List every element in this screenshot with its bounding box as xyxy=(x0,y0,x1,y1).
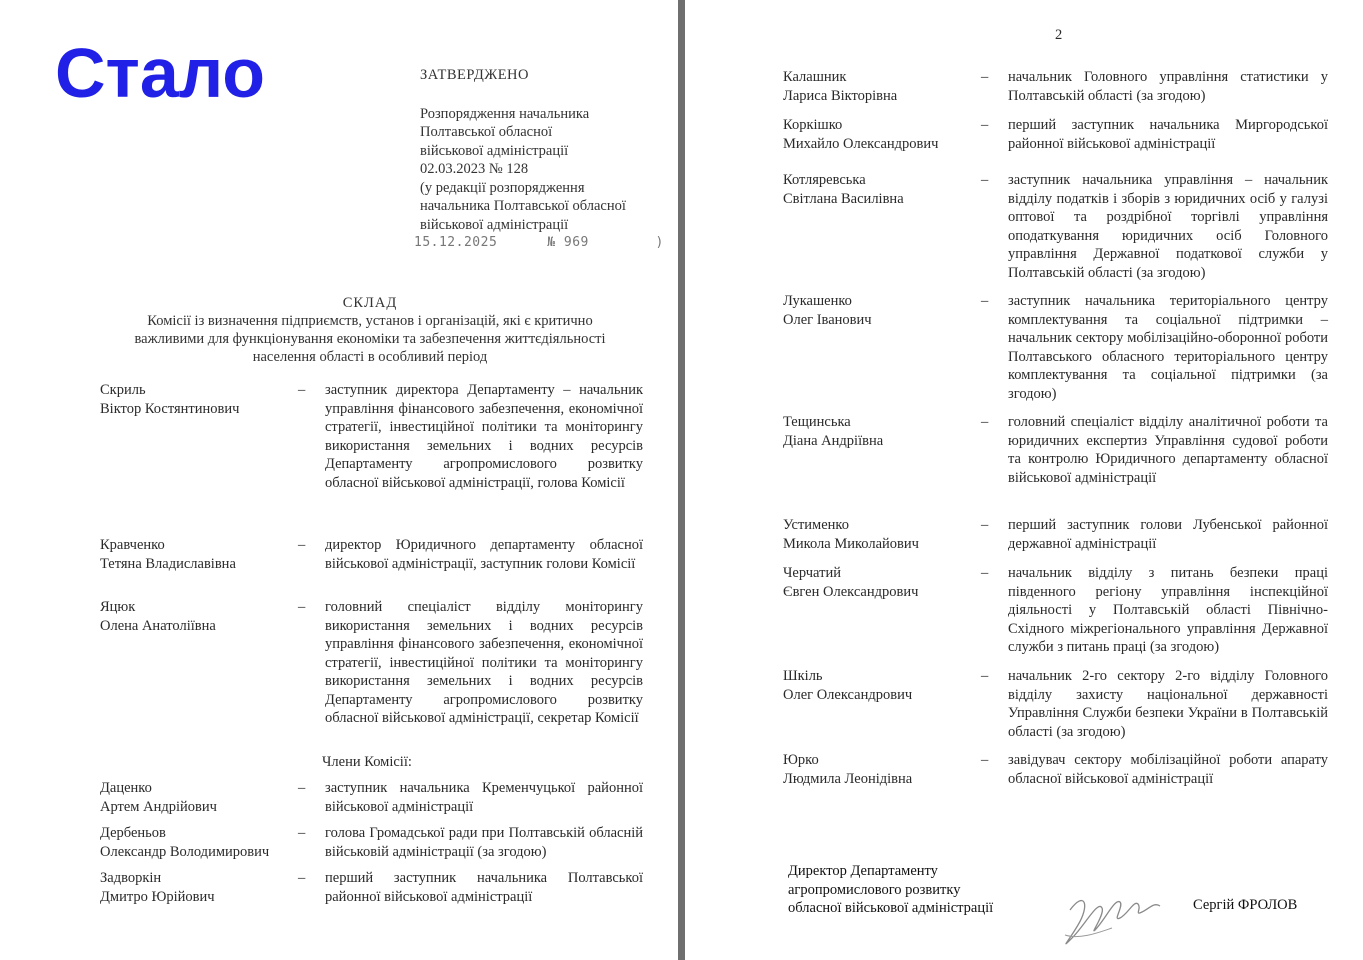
member-position: заступник начальника управління – начальник відділу податків і зборів з юридичних осіб у галузі оптової та роздрібної торгівлі управління оподаткування юридичних осіб Головного управління Державної податкової служби у Полтавській області (за згодою) xyxy=(1008,172,1328,281)
member-name xyxy=(783,171,904,208)
signature-title-block xyxy=(788,862,993,918)
member-given-name: Людмила Леонідівна xyxy=(783,770,913,787)
member-surname: Кравченко xyxy=(100,537,165,553)
member-position: начальник 2-го сектору 2-го відділу Головного відділу захисту національної державності Управління Служби безпеки України в Полтавській області (за згодою) xyxy=(1008,668,1328,740)
member-name xyxy=(783,68,897,105)
member-position: заступник директора Департаменту – начальник управління фінансового забезпечення, економічної стратегії, інвестиційної політики та моніторингу використання земельних і водних ресурсів Департаменту агропромислового розвитку обласної військової адміністрації, голова Комісії xyxy=(325,382,643,491)
member-dash: – xyxy=(298,825,306,841)
member-dash: – xyxy=(981,668,989,684)
member-position: перший заступник начальника Миргородської районної військової адміністрації xyxy=(1008,117,1328,152)
member-name xyxy=(783,116,938,153)
member-given-name: Олександр Володимирович xyxy=(100,843,270,860)
member-name xyxy=(783,751,912,788)
document-page-2 xyxy=(685,0,1363,960)
member-surname: Котляревська xyxy=(783,172,866,188)
approval-line: військової адміністрації xyxy=(420,216,569,233)
member-name xyxy=(100,779,217,816)
member-name xyxy=(783,516,919,553)
member-surname: Юрко xyxy=(783,752,819,768)
revision-number: № 969 xyxy=(547,235,589,250)
member-position: начальник Головного управління статистики у Полтавській області (за згодою) xyxy=(1008,69,1328,104)
member-dash: – xyxy=(298,382,306,398)
member-position: головний спеціаліст відділу аналітичної роботи та юридичних експертиз Управління судової роботи та контролю Юридичного департаменту обласної військової адміністрації xyxy=(1008,414,1328,486)
revision-line xyxy=(414,234,664,253)
revision-date: 15.12.2025 xyxy=(414,235,498,250)
member-surname: Шкіль xyxy=(783,668,823,684)
member-name xyxy=(783,564,918,601)
signature-title-line: обласної військової адміністрації xyxy=(788,900,994,916)
member-position: головний спеціаліст відділу моніторингу використання земельних і водних ресурсів управління фінансового забезпечення, економічної стратегії, інвестиційної політики та моніторингу використання земельних і водних ресурсів Департаменту агропромислового розвитку обласної військової адміністрації, секретар Комісії xyxy=(325,599,643,726)
member-given-name: Діана Андріївна xyxy=(783,432,884,449)
member-name xyxy=(783,292,872,329)
title-line: населення області в особливий період xyxy=(252,349,488,365)
member-dash: – xyxy=(981,752,989,768)
member-given-name: Лариса Вікторівна xyxy=(783,87,898,104)
stamp-label: Стало xyxy=(55,34,266,112)
revision-close: ) xyxy=(655,235,664,250)
member-given-name: Олег Олександрович xyxy=(783,686,913,703)
member-name xyxy=(100,381,239,418)
title-heading: СКЛАД xyxy=(342,295,398,311)
approval-line: військової адміністрації xyxy=(420,142,569,159)
member-dash: – xyxy=(298,537,306,553)
member-position: заступник начальника територіального центру комплектування та соціальної підтримки – начальник сектору мобілізаційно-оборонної роботи Полтавського обласного територіального центру комплектування та соціальної підтримки (за згодою) xyxy=(1008,293,1328,402)
approval-line: Полтавської обласної xyxy=(420,124,553,140)
members-heading: Члени Комісії: xyxy=(322,754,412,770)
member-given-name: Артем Андрійович xyxy=(100,798,217,815)
member-surname: Даценко xyxy=(100,780,152,796)
signature-title-line: агропромислового розвитку xyxy=(788,881,961,898)
member-surname: Тещинська xyxy=(783,414,851,430)
member-surname: Дербеньов xyxy=(100,825,166,841)
approval-line: (у редакції розпорядження xyxy=(420,179,585,196)
member-dash: – xyxy=(981,565,989,581)
member-dash: – xyxy=(298,780,306,796)
member-surname: Задворкін xyxy=(100,870,162,886)
title-line: Комісії із визначення підприємств, установ і організацій, які є критично xyxy=(147,313,593,329)
handwritten-signature-icon xyxy=(1050,880,1185,955)
member-dash: – xyxy=(981,293,989,309)
member-position: завідувач сектору мобілізаційної роботи апарату обласної військової адміністрації xyxy=(1008,752,1328,787)
member-name xyxy=(100,598,216,635)
approval-heading: ЗАТВЕРДЖЕНО xyxy=(420,67,530,83)
member-given-name: Олена Анатоліївна xyxy=(100,617,216,634)
approval-line: Розпорядження начальника xyxy=(420,105,590,122)
member-position: перший заступник голови Лубенської районної державної адміністрації xyxy=(1008,517,1328,552)
member-position: начальник відділу з питань безпеки праці південного регіону управління інспекційної діяльності у Полтавській області Північно-Східного міжрегіонального управління Державної служби з питань праці (за згодою) xyxy=(1008,565,1328,655)
member-given-name: Світлана Василівна xyxy=(783,190,904,207)
approval-line: начальника Полтавської обласної xyxy=(420,198,626,214)
member-name xyxy=(100,869,215,906)
member-dash: – xyxy=(981,414,989,430)
signer-name: Сергій ФРОЛОВ xyxy=(1193,897,1298,913)
member-position: заступник начальника Кременчуцької районної військової адміністрації xyxy=(325,780,643,815)
approval-line: 02.03.2023 № 128 xyxy=(420,161,529,177)
title-line: важливими для функціонування економіки та забезпечення життєдіяльності xyxy=(134,331,606,347)
member-position: директор Юридичного департаменту обласної військової адміністрації, заступник голови Комісії xyxy=(325,537,643,572)
member-dash: – xyxy=(981,172,989,188)
member-name xyxy=(100,824,269,861)
document-page-1 xyxy=(0,0,678,960)
signature-title-line: Директор Департаменту xyxy=(788,863,938,879)
member-dash: – xyxy=(298,870,306,886)
member-given-name: Микола Миколайович xyxy=(783,535,919,552)
member-name xyxy=(100,536,236,573)
member-given-name: Михайло Олександрович xyxy=(783,135,939,152)
member-surname: Устименко xyxy=(783,517,849,533)
member-given-name: Олег Іванович xyxy=(783,311,872,328)
member-name xyxy=(783,413,883,450)
member-position: голова Громадської ради при Полтавській обласній військовій адміністрації (за згодою) xyxy=(325,825,643,860)
member-given-name: Тетяна Владиславівна xyxy=(100,555,236,572)
member-surname: Скриль xyxy=(100,382,146,398)
member-surname: Коркішко xyxy=(783,117,843,133)
member-surname: Яцюк xyxy=(100,599,136,615)
approval-block xyxy=(414,66,664,253)
member-dash: – xyxy=(981,69,989,85)
member-surname: Лукашенко xyxy=(783,293,852,309)
member-given-name: Віктор Костянтинович xyxy=(100,400,240,417)
member-dash: – xyxy=(981,517,989,533)
member-surname: Калашник xyxy=(783,69,847,85)
document-title xyxy=(100,294,640,366)
member-dash: – xyxy=(981,117,989,133)
member-given-name: Дмитро Юрійович xyxy=(100,888,215,905)
member-position: перший заступник начальника Полтавської районної військової адміністрації xyxy=(325,870,643,905)
page-number: 2 xyxy=(1055,27,1063,43)
member-name xyxy=(783,667,912,704)
member-given-name: Євген Олександрович xyxy=(783,583,919,600)
member-surname: Черчатий xyxy=(783,565,841,581)
member-dash: – xyxy=(298,599,306,615)
